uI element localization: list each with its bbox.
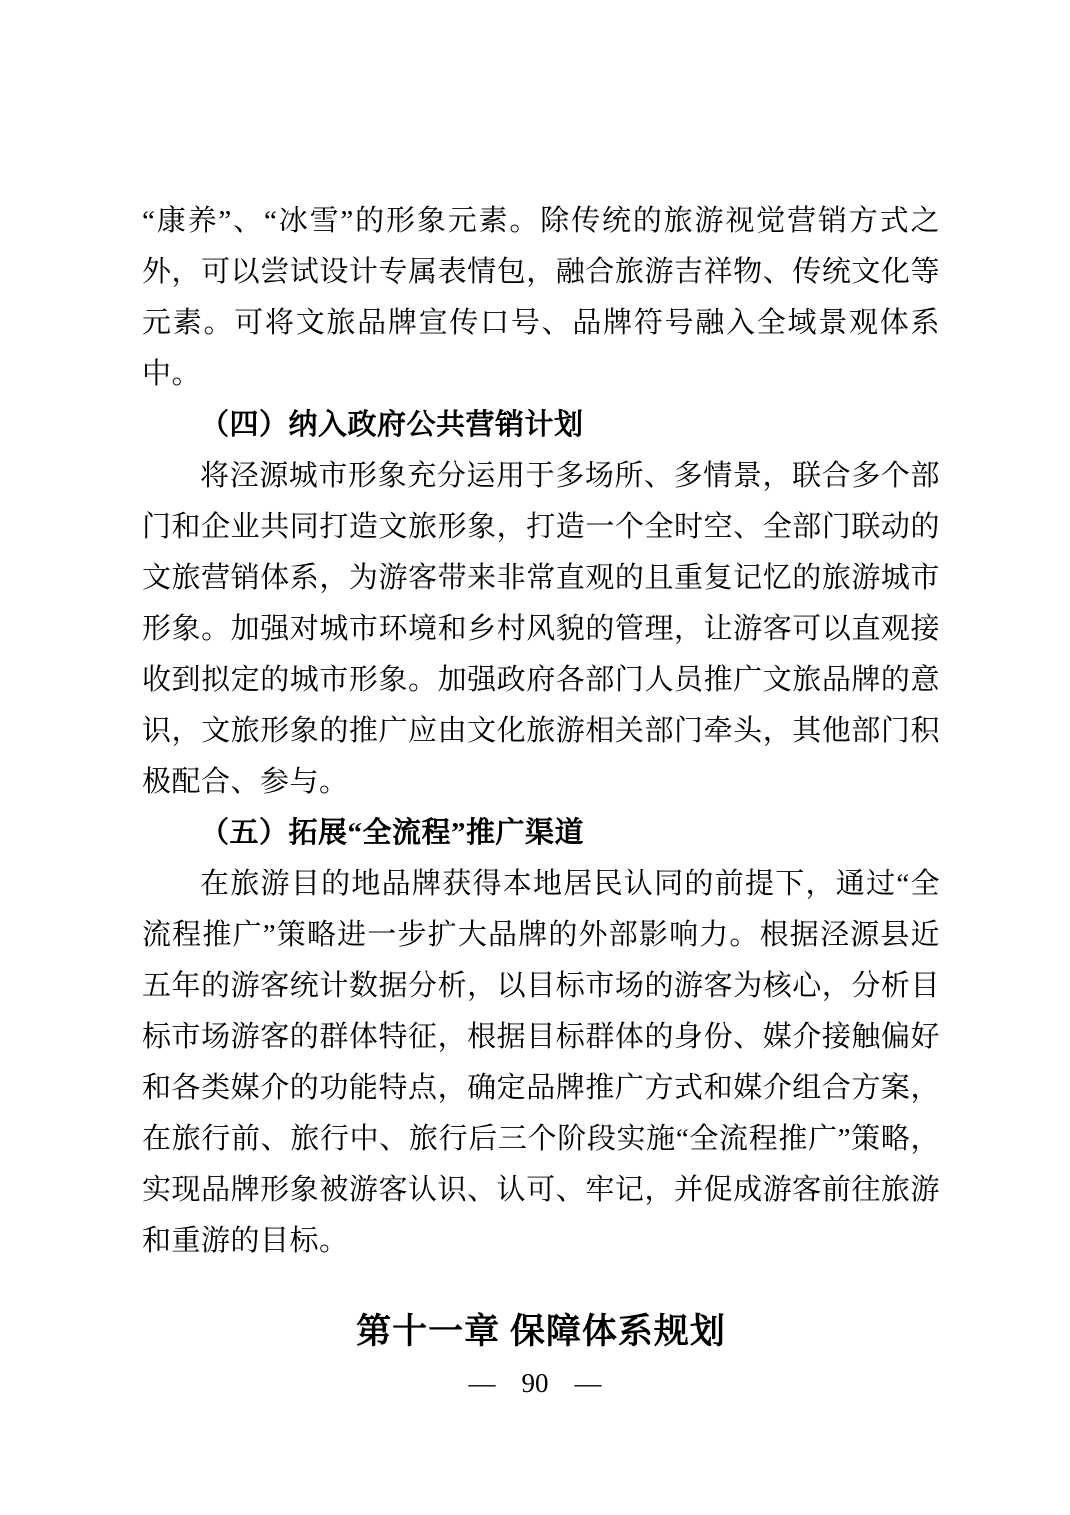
footer-dash-right: — bbox=[574, 1368, 602, 1398]
paragraph-continuation: “康养”、“冰雪”的形象元素。除传统的旅游视觉营销方式之外，可以尝试设计专属表情包，融合旅游吉祥物、传统文化等元素。可将文旅品牌宣传口号、品牌符号融入全域景观体系中。 bbox=[142, 205, 940, 390]
chapter-title: 第十一章 保障体系规划 bbox=[356, 1312, 726, 1351]
page-body bbox=[142, 196, 940, 1355]
page-number: 90 bbox=[521, 1368, 549, 1398]
section-5-paragraph: 在旅游目的地品牌获得本地居民认同的前提下，通过“全流程推广”策略进一步扩大品牌的外部影响力。根据泾源县近五年的游客统计数据分析，以目标市场的游客为核心，分析目标市场游客的群体特征，根据目标群体的身份、媒介接触偏好和各类媒介的功能特点，确定品牌推广方式和媒介组合方案，在旅行前、旅行中、旅行后三个阶段实施“全流程推广”策略，实现品牌形象被游客认识、认可、牢记，并促成游客前往旅游和重游的目标。 bbox=[142, 868, 940, 1257]
page-footer bbox=[0, 1366, 1070, 1400]
section-4-paragraph: 将泾源城市形象充分运用于多场所、多情景，联合多个部门和企业共同打造文旅形象，打造一个全时空、全部门联动的文旅营销体系，为游客带来非常直观的且重复记忆的旅游城市形象。加强对城市环境和乡村风貌的管理，让游客可以直观接收到拟定的城市形象。加强政府各部门人员推广文旅品牌的意识，文旅形象的推广应由文化旅游相关部门牵头，其他部门积极配合、参与。 bbox=[142, 460, 940, 798]
section-heading-4: （四）纳入政府公共营销计划 bbox=[200, 409, 584, 441]
section-heading-5: （五）拓展“全流程”推广渠道 bbox=[200, 817, 585, 849]
footer-dash-left: — bbox=[468, 1368, 496, 1398]
